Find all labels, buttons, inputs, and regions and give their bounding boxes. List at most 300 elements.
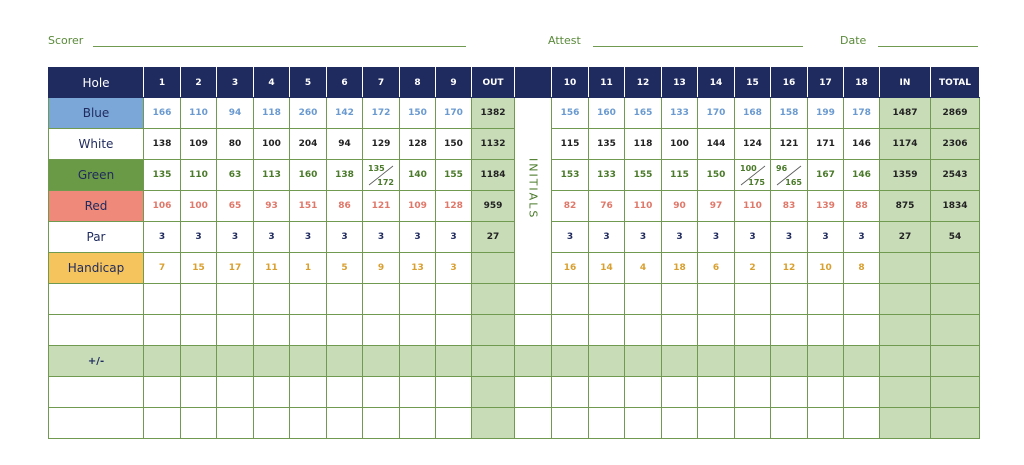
tee-row-red: [49, 191, 980, 222]
row-label: Par: [49, 222, 144, 253]
score-cell[interactable]: [771, 315, 808, 346]
yardage-cell: 3: [290, 222, 327, 253]
yardage-cell: 121: [771, 129, 808, 160]
yardage-cell: 12: [771, 253, 808, 284]
score-cell[interactable]: [436, 315, 472, 346]
yardage-cell: 121: [363, 191, 400, 222]
score-cell[interactable]: [552, 284, 589, 315]
yardage-cell: 63: [217, 160, 254, 191]
initials-cell[interactable]: [515, 315, 552, 346]
yardage-cell: 167: [808, 160, 844, 191]
yardage-cell: 144: [698, 129, 735, 160]
score-cell[interactable]: [625, 315, 662, 346]
score-cell[interactable]: [698, 315, 735, 346]
score-cell[interactable]: [254, 377, 290, 408]
yardage-cell: [735, 160, 771, 191]
yardage-cell: 97: [698, 191, 735, 222]
score-cell[interactable]: [771, 408, 808, 439]
yardage-cell: 18: [662, 253, 698, 284]
score-cell[interactable]: [290, 346, 327, 377]
score-cell[interactable]: [625, 408, 662, 439]
score-cell[interactable]: [436, 408, 472, 439]
score-cell[interactable]: [662, 408, 698, 439]
yardage-cell: 100: [181, 191, 217, 222]
yardage-cell: 7: [144, 253, 181, 284]
score-cell[interactable]: [327, 346, 363, 377]
row-label: Red: [49, 191, 144, 222]
plusminus-row: [49, 346, 980, 377]
scorer-line[interactable]: [93, 46, 466, 47]
yardage-cell: 3: [844, 222, 880, 253]
yardage-cell: 3: [735, 222, 771, 253]
score-cell[interactable]: [217, 315, 254, 346]
score-cell[interactable]: [144, 408, 181, 439]
yardage-cell: 115: [662, 160, 698, 191]
yardage-cell: 3: [181, 222, 217, 253]
score-cell[interactable]: [625, 346, 662, 377]
score-cell[interactable]: [436, 284, 472, 315]
score-cell[interactable]: [217, 284, 254, 315]
score-cell[interactable]: [254, 408, 290, 439]
row-label: Blue: [49, 98, 144, 129]
score-cell[interactable]: [400, 408, 436, 439]
yardage-cell: 83: [771, 191, 808, 222]
yardage-cell: 3: [625, 222, 662, 253]
yardage-cell: 94: [327, 129, 363, 160]
score-cell[interactable]: [735, 315, 771, 346]
hole-number: 6: [327, 68, 363, 98]
yardage-cell: 80: [217, 129, 254, 160]
score-cell[interactable]: [400, 346, 436, 377]
score-cell[interactable]: [363, 284, 400, 315]
yardage-cell: 110: [181, 98, 217, 129]
yardage-cell: 3: [698, 222, 735, 253]
split-value-top: 135: [368, 164, 385, 173]
split-yardage: [363, 160, 399, 190]
yardage-cell: 138: [144, 129, 181, 160]
yardage-cell: 94: [217, 98, 254, 129]
yardage-cell: 135: [589, 129, 625, 160]
score-cell[interactable]: [254, 346, 290, 377]
grand-total-cell[interactable]: [931, 377, 980, 408]
grand-total-cell[interactable]: [931, 408, 980, 439]
row-label[interactable]: [49, 408, 144, 439]
yardage-cell: 150: [400, 98, 436, 129]
hole-number: 3: [217, 68, 254, 98]
yardage-cell: 9: [363, 253, 400, 284]
score-cell[interactable]: [589, 408, 625, 439]
split-value-bottom: 172: [377, 178, 394, 187]
score-cell[interactable]: [698, 284, 735, 315]
yardage-cell: 155: [625, 160, 662, 191]
yardage-cell: 155: [436, 160, 472, 191]
score-cell[interactable]: [589, 346, 625, 377]
score-cell[interactable]: [698, 346, 735, 377]
yardage-cell: 146: [844, 160, 880, 191]
yardage-cell: 88: [844, 191, 880, 222]
score-cell[interactable]: [181, 315, 217, 346]
initials-header: [515, 68, 552, 98]
in-total-cell: 1174: [880, 129, 931, 160]
hole-number: 5: [290, 68, 327, 98]
score-cell[interactable]: [698, 377, 735, 408]
yardage-cell: 133: [589, 160, 625, 191]
split-yardage: [771, 160, 807, 190]
out-total-cell: 27: [472, 222, 515, 253]
yardage-cell: 65: [217, 191, 254, 222]
yardage-cell: 3: [217, 222, 254, 253]
score-cell[interactable]: [436, 346, 472, 377]
in-total-cell: 875: [880, 191, 931, 222]
date-label: Date: [840, 34, 867, 47]
score-cell[interactable]: [808, 377, 844, 408]
yardage-cell: 140: [400, 160, 436, 191]
tee-row-par: [49, 222, 980, 253]
hole-number: 9: [436, 68, 472, 98]
yardage-cell: 110: [181, 160, 217, 191]
score-cell[interactable]: [217, 346, 254, 377]
row-label: Handicap: [49, 253, 144, 284]
score-cell[interactable]: [844, 284, 880, 315]
hole-number: 14: [698, 68, 735, 98]
attest-line[interactable]: [593, 46, 803, 47]
score-cell[interactable]: [808, 346, 844, 377]
out-header: OUT: [472, 68, 515, 98]
score-cell[interactable]: [662, 284, 698, 315]
in-total-cell[interactable]: [880, 346, 931, 377]
score-cell[interactable]: [808, 315, 844, 346]
score-cell[interactable]: [844, 346, 880, 377]
yardage-cell: 113: [254, 160, 290, 191]
in-header: IN: [880, 68, 931, 98]
grand-total-cell: 2543: [931, 160, 980, 191]
row-label: Green: [49, 160, 144, 191]
grand-total-cell: 54: [931, 222, 980, 253]
yardage-cell: 178: [844, 98, 880, 129]
score-cell[interactable]: [144, 377, 181, 408]
yardage-cell: 165: [625, 98, 662, 129]
yardage-cell: 110: [625, 191, 662, 222]
score-cell[interactable]: [552, 377, 589, 408]
out-total-cell: 959: [472, 191, 515, 222]
yardage-cell: 3: [552, 222, 589, 253]
yardage-cell: 3: [589, 222, 625, 253]
yardage-cell: 124: [735, 129, 771, 160]
yardage-cell: 109: [181, 129, 217, 160]
score-cell[interactable]: [771, 377, 808, 408]
in-total-cell: 27: [880, 222, 931, 253]
yardage-cell: 260: [290, 98, 327, 129]
scorecard-table: [48, 67, 980, 439]
date-line[interactable]: [878, 46, 978, 47]
split-value-bottom: 175: [748, 178, 765, 187]
yardage-cell: [771, 160, 808, 191]
score-cell[interactable]: [698, 408, 735, 439]
yardage-cell: 3: [436, 222, 472, 253]
hole-number: 7: [363, 68, 400, 98]
grand-total-cell: 2869: [931, 98, 980, 129]
in-total-cell: 1359: [880, 160, 931, 191]
hole-number: 11: [589, 68, 625, 98]
yardage-cell: 3: [808, 222, 844, 253]
score-cell[interactable]: [589, 377, 625, 408]
grand-total-cell[interactable]: [931, 315, 980, 346]
out-total-cell: 1132: [472, 129, 515, 160]
yardage-cell: 146: [844, 129, 880, 160]
score-cell[interactable]: [327, 377, 363, 408]
score-cell[interactable]: [363, 315, 400, 346]
initials-cell[interactable]: [515, 346, 552, 377]
score-cell[interactable]: [181, 346, 217, 377]
yardage-cell: 170: [436, 98, 472, 129]
scorer-label: Scorer: [48, 34, 84, 47]
yardage-cell: 15: [181, 253, 217, 284]
yardage-cell: 160: [589, 98, 625, 129]
grand-total-cell: 1834: [931, 191, 980, 222]
score-cell[interactable]: [844, 408, 880, 439]
tee-row-handicap: [49, 253, 980, 284]
score-cell[interactable]: [844, 377, 880, 408]
score-cell[interactable]: [735, 408, 771, 439]
score-cell[interactable]: [217, 408, 254, 439]
score-cell[interactable]: [589, 284, 625, 315]
initials-label: INITIALS: [526, 158, 540, 220]
hole-number: 16: [771, 68, 808, 98]
score-cell[interactable]: [254, 284, 290, 315]
score-cell[interactable]: [400, 284, 436, 315]
score-cell[interactable]: [217, 377, 254, 408]
score-cell[interactable]: [771, 284, 808, 315]
score-cell[interactable]: [181, 377, 217, 408]
score-cell[interactable]: [735, 284, 771, 315]
hole-number: 13: [662, 68, 698, 98]
score-cell[interactable]: [181, 408, 217, 439]
hole-header: Hole: [49, 68, 144, 98]
score-cell[interactable]: [290, 315, 327, 346]
in-total-cell[interactable]: [880, 377, 931, 408]
split-value-top: 96: [776, 164, 788, 173]
player-row: [49, 315, 980, 346]
in-total-cell: [880, 253, 931, 284]
yardage-cell: 109: [400, 191, 436, 222]
yardage-cell: 168: [735, 98, 771, 129]
yardage-cell: 172: [363, 98, 400, 129]
player-row: [49, 408, 980, 439]
out-total-cell: 1184: [472, 160, 515, 191]
score-cell[interactable]: [662, 377, 698, 408]
yardage-cell: 90: [662, 191, 698, 222]
yardage-cell: 3: [771, 222, 808, 253]
yardage-cell: 2: [735, 253, 771, 284]
score-cell[interactable]: [327, 315, 363, 346]
yardage-cell: 133: [662, 98, 698, 129]
header-row: [49, 68, 980, 98]
row-label[interactable]: [49, 377, 144, 408]
grand-total-cell[interactable]: [931, 284, 980, 315]
score-cell[interactable]: [144, 315, 181, 346]
hole-number: 12: [625, 68, 662, 98]
yardage-cell: 150: [436, 129, 472, 160]
hole-number: 2: [181, 68, 217, 98]
yardage-cell: 106: [144, 191, 181, 222]
yardage-cell: 86: [327, 191, 363, 222]
score-cell[interactable]: [625, 284, 662, 315]
attest-label: Attest: [548, 34, 581, 47]
yardage-cell: 4: [625, 253, 662, 284]
out-total-cell[interactable]: [472, 284, 515, 315]
hole-number: 18: [844, 68, 880, 98]
yardage-cell: 115: [552, 129, 589, 160]
yardage-cell: 135: [144, 160, 181, 191]
row-label[interactable]: [49, 284, 144, 315]
out-total-cell: [472, 253, 515, 284]
hole-number: 8: [400, 68, 436, 98]
score-cell[interactable]: [363, 408, 400, 439]
score-cell[interactable]: [552, 408, 589, 439]
out-total-cell[interactable]: [472, 346, 515, 377]
score-cell[interactable]: [808, 284, 844, 315]
yardage-cell: 3: [254, 222, 290, 253]
yardage-cell: 93: [254, 191, 290, 222]
score-cell[interactable]: [144, 346, 181, 377]
yardage-cell: 110: [735, 191, 771, 222]
tee-row-green: [49, 160, 980, 191]
hole-number: 17: [808, 68, 844, 98]
yardage-cell: 3: [327, 222, 363, 253]
total-header: TOTAL: [931, 68, 980, 98]
yardage-cell: 11: [254, 253, 290, 284]
row-label[interactable]: +/-: [49, 346, 144, 377]
yardage-cell: 166: [144, 98, 181, 129]
score-cell[interactable]: [735, 377, 771, 408]
player-row: [49, 377, 980, 408]
yardage-cell: 100: [662, 129, 698, 160]
grand-total-cell: [931, 253, 980, 284]
yardage-cell: 151: [290, 191, 327, 222]
in-total-cell[interactable]: [880, 315, 931, 346]
score-cell[interactable]: [327, 284, 363, 315]
yardage-cell: 16: [552, 253, 589, 284]
tee-row-white: [49, 129, 980, 160]
yardage-cell: 150: [698, 160, 735, 191]
score-cell[interactable]: [400, 315, 436, 346]
score-cell[interactable]: [844, 315, 880, 346]
yardage-cell: 3: [400, 222, 436, 253]
hole-number: 1: [144, 68, 181, 98]
yardage-cell: 5: [327, 253, 363, 284]
yardage-cell: 100: [254, 129, 290, 160]
yardage-cell: 118: [254, 98, 290, 129]
split-value-bottom: 165: [785, 178, 802, 187]
yardage-cell: 3: [662, 222, 698, 253]
in-total-cell: 1487: [880, 98, 931, 129]
score-cell[interactable]: [400, 377, 436, 408]
yardage-cell: 138: [327, 160, 363, 191]
hole-number: 4: [254, 68, 290, 98]
yardage-cell: 8: [844, 253, 880, 284]
yardage-cell: 153: [552, 160, 589, 191]
score-cell[interactable]: [771, 346, 808, 377]
row-label[interactable]: [49, 315, 144, 346]
score-cell[interactable]: [181, 284, 217, 315]
out-total-cell: 1382: [472, 98, 515, 129]
yardage-cell: 10: [808, 253, 844, 284]
split-value-top: 100: [740, 164, 757, 173]
score-cell[interactable]: [254, 315, 290, 346]
in-total-cell[interactable]: [880, 284, 931, 315]
yardage-cell: 76: [589, 191, 625, 222]
tee-row-blue: [49, 98, 980, 129]
yardage-cell: 129: [363, 129, 400, 160]
out-total-cell[interactable]: [472, 408, 515, 439]
score-cell[interactable]: [589, 315, 625, 346]
out-total-cell[interactable]: [472, 377, 515, 408]
grand-total-cell: 2306: [931, 129, 980, 160]
yardage-cell: 139: [808, 191, 844, 222]
score-cell[interactable]: [552, 346, 589, 377]
yardage-cell: 17: [217, 253, 254, 284]
score-cell[interactable]: [662, 315, 698, 346]
initials-column[interactable]: [515, 98, 552, 284]
score-cell[interactable]: [808, 408, 844, 439]
score-cell[interactable]: [290, 377, 327, 408]
yardage-cell: 82: [552, 191, 589, 222]
score-cell[interactable]: [327, 408, 363, 439]
player-row: [49, 284, 980, 315]
yardage-cell: 13: [400, 253, 436, 284]
yardage-cell: 158: [771, 98, 808, 129]
in-total-cell[interactable]: [880, 408, 931, 439]
yardage-cell: 170: [698, 98, 735, 129]
score-cell[interactable]: [144, 284, 181, 315]
yardage-cell: 128: [400, 129, 436, 160]
score-cell[interactable]: [625, 377, 662, 408]
yardage-cell: [363, 160, 400, 191]
yardage-cell: 160: [290, 160, 327, 191]
yardage-cell: 6: [698, 253, 735, 284]
out-total-cell[interactable]: [472, 315, 515, 346]
score-cell[interactable]: [290, 284, 327, 315]
yardage-cell: 3: [436, 253, 472, 284]
split-yardage: [735, 160, 770, 190]
initials-cell[interactable]: [515, 284, 552, 315]
score-cell[interactable]: [552, 315, 589, 346]
hole-number: 10: [552, 68, 589, 98]
yardage-cell: 171: [808, 129, 844, 160]
score-cell[interactable]: [436, 377, 472, 408]
yardage-cell: 156: [552, 98, 589, 129]
score-cell[interactable]: [363, 377, 400, 408]
row-label: White: [49, 129, 144, 160]
yardage-cell: 199: [808, 98, 844, 129]
score-cell[interactable]: [363, 346, 400, 377]
initials-cell[interactable]: [515, 377, 552, 408]
yardage-cell: 1: [290, 253, 327, 284]
yardage-cell: 142: [327, 98, 363, 129]
yardage-cell: 118: [625, 129, 662, 160]
signature-lines: [48, 34, 978, 50]
score-cell[interactable]: [662, 346, 698, 377]
yardage-cell: 14: [589, 253, 625, 284]
yardage-cell: 3: [144, 222, 181, 253]
score-cell[interactable]: [735, 346, 771, 377]
yardage-cell: 204: [290, 129, 327, 160]
score-cell[interactable]: [290, 408, 327, 439]
yardage-cell: 128: [436, 191, 472, 222]
initials-cell[interactable]: [515, 408, 552, 439]
yardage-cell: 3: [363, 222, 400, 253]
grand-total-cell[interactable]: [931, 346, 980, 377]
